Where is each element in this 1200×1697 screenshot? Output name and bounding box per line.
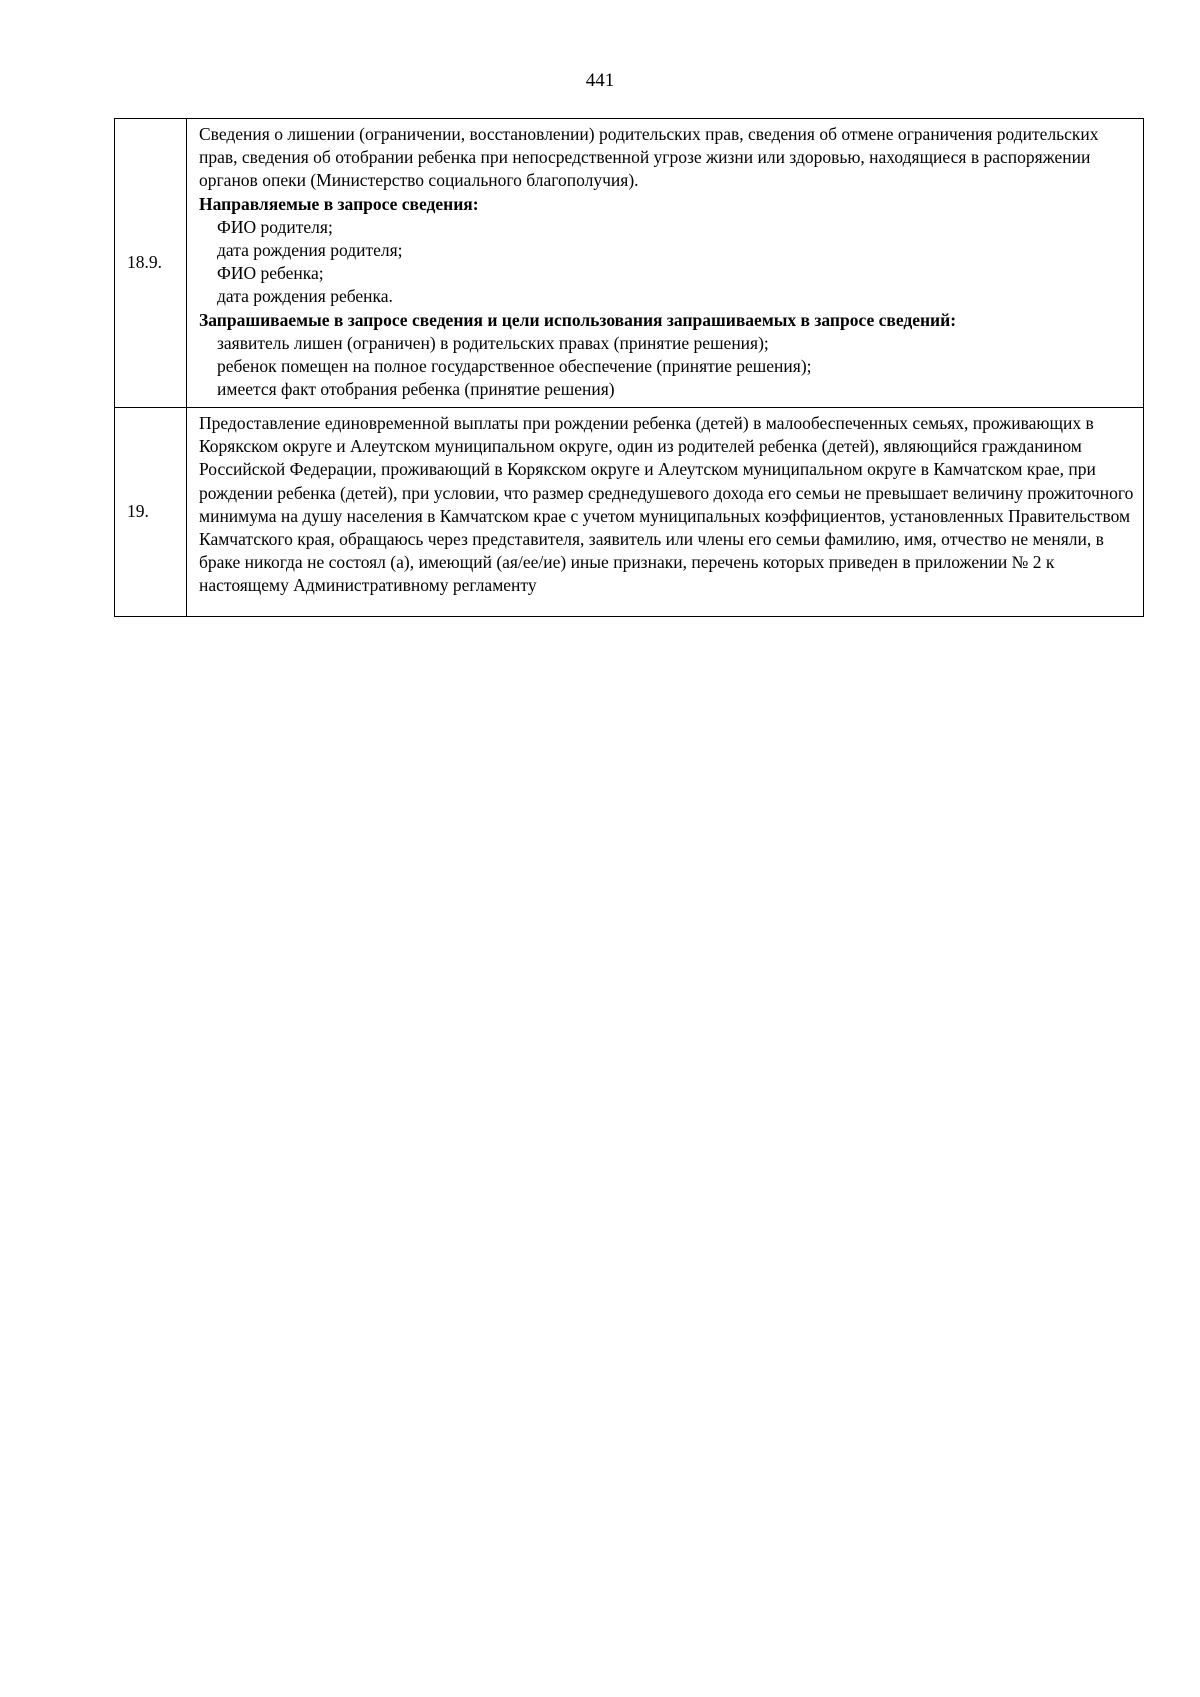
- document-table: [114, 118, 1144, 617]
- row-number: 19.: [115, 408, 187, 617]
- table-row: [115, 119, 1144, 408]
- row-content: [187, 408, 1144, 617]
- list-item: дата рождения ребенка.: [217, 286, 393, 307]
- requested-data-heading: Запрашиваемые в запросе сведения и цели использования запрашиваемых в запросе сведений:: [199, 309, 957, 330]
- list-item: дата рождения родителя;: [217, 240, 403, 261]
- list-item: имеется факт отобрания ребенка (принятие решения): [217, 379, 615, 400]
- row-intro-text: Сведения о лишении (ограничении, восстановлении) родительских прав, сведения об отмене ограничения родительских прав, сведения об отобрании ребенка при непосредственной угрозе жизни или здоровью, находящиеся в распоряжении органов опеки (Министерство социального благополучия).: [199, 124, 1099, 191]
- table-row: [115, 408, 1144, 617]
- list-item: ребенок помещен на полное государственное обеспечение (принятие решения);: [217, 356, 812, 377]
- sent-data-heading: Направляемые в запросе сведения:: [199, 193, 479, 214]
- row-number: 18.9.: [115, 119, 187, 408]
- page-number: 441: [585, 70, 615, 91]
- row-text: Предоставление единовременной выплаты при рождении ребенка (детей) в малообеспеченных семьях, проживающих в Корякском округе и Алеутском муниципальном округе, один из родителей ребенка (детей), являющийся гражданином Российской Федерации, проживающий в Корякском округе и Алеутском муниципальном округе в Камчатском крае, при рождении ребенка (детей), при условии, что размер среднедушевого дохода его семьи не превышает величину прожиточного минимума на душу населения в Камчатском крае с учетом муниципальных коэффициентов, установленных Правительством Камчатского края, обращаюсь через представителя, заявитель или члены его семьи фамилию, имя, отчество не меняли, в браке никогда не состоял (а), имеющий (ая/ее/ие) иные признаки, перечень которых приведен в приложении № 2 к настоящему Административному регламенту: [199, 413, 1134, 596]
- row-content: [187, 119, 1144, 408]
- list-item: заявитель лишен (ограничен) в родительских правах (принятие решения);: [217, 332, 769, 353]
- list-item: ФИО ребенка;: [217, 263, 324, 284]
- list-item: ФИО родителя;: [217, 216, 333, 237]
